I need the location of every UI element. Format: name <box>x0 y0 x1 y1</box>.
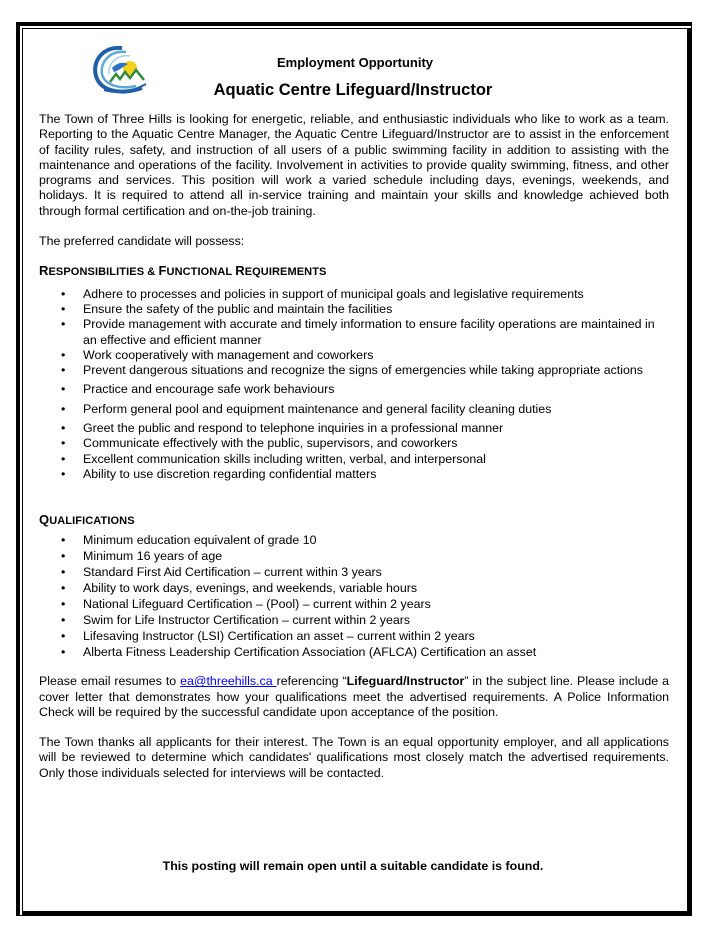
responsibilities-list <box>39 287 669 483</box>
bullet-icon: • <box>61 451 66 466</box>
bullet-icon: • <box>61 436 66 451</box>
list-item: • Minimum education equivalent of grade 10 <box>61 532 317 547</box>
list-item: • Ensure the safety of the public and maintain the facilities <box>61 301 393 316</box>
qualifications-list <box>39 532 669 661</box>
preferred-candidate-line: The preferred candidate will possess: <box>39 234 245 249</box>
bullet-icon: • <box>61 564 66 579</box>
list-item: • Ability to work days, evenings, and weekends, variable hours <box>61 580 418 595</box>
bullet-icon: • <box>61 363 66 378</box>
bullet-icon: • <box>61 347 66 362</box>
email-link[interactable]: ea@threehills.ca <box>180 674 277 689</box>
page-title: Aquatic Centre Lifeguard/Instructor <box>213 81 493 99</box>
bullet-icon: • <box>61 532 66 547</box>
list-item: • Practice and encourage safe work behaviours <box>61 382 335 397</box>
header-kicker: Employment Opportunity <box>277 55 433 70</box>
list-item: • Provide management with accurate and timely information to ensure facility operations are maintained in an effective and efficient manner <box>61 317 655 347</box>
list-item: • Swim for Life Instructor Certification – current within 2 years <box>61 613 411 627</box>
bullet-icon: • <box>61 382 66 397</box>
bullet-icon: • <box>61 613 66 627</box>
bullet-icon: • <box>61 629 66 644</box>
list-item: • Greet the public and respond to telephone inquiries in a professional manner <box>61 421 504 436</box>
list-item: • Minimum 16 years of age <box>61 548 223 563</box>
bullet-icon: • <box>61 286 66 301</box>
list-item: • Communicate effectively with the public, supervisors, and coworkers <box>61 436 458 451</box>
list-item: • Excellent communication skills including written, verbal, and interpersonal <box>61 451 486 466</box>
list-item: • Standard First Aid Certification – current within 3 years <box>61 564 382 579</box>
closing-note: This posting will remain open until a suitable candidate is found. <box>162 859 544 873</box>
bullet-icon: • <box>61 421 66 436</box>
bullet-icon: • <box>61 580 66 595</box>
list-item: • National Lifeguard Certification – (Pool) – current within 2 years <box>61 596 431 611</box>
bullet-icon: • <box>61 401 66 416</box>
bullet-icon: • <box>61 596 66 611</box>
list-item: • Work cooperatively with management and coworkers <box>61 347 374 362</box>
intro-paragraph: The Town of Three Hills is looking for energetic, reliable, and enthusiastic individuals who like to work as a team. Reporting to the Aquatic Centre Manager, the Aquatic Centre Lifeguard/Instructor are to assist in the enforcement of facility rules, safety, and instruction of all users of a public swimming facility in addition to assisting with the maintenance and operations of the facility. Involvement in activities to provide quality swimming, fitness, and other programs and services. This position will work a varied schedule including days, evenings, weekends, and holidays. It is required to attend all in-service training and maintain your skills and knowledge achieved both through formal certification and on-the-job training. <box>39 112 669 218</box>
thanks-paragraph: The Town thanks all applicants for their interest. The Town is an equal opportunity employer, and all applications will be reviewed to determine which candidates' qualifications most closely match the advertised requirements. Only those individuals selected for interviews will be contacted. <box>39 735 669 780</box>
responsibilities-heading: RESPONSIBILITIES & FUNCTIONAL REQUIREMENTS <box>39 263 327 279</box>
bullet-icon: • <box>61 466 66 481</box>
bullet-icon: • <box>61 301 66 316</box>
bullet-icon: • <box>61 317 66 332</box>
list-item: • Alberta Fitness Leadership Certification Association (AFLCA) Certification an asset <box>61 645 537 660</box>
bullet-icon: • <box>61 645 66 660</box>
subject-line: Lifeguard/Instructor <box>346 674 465 689</box>
list-item: • Lifesaving Instructor (LSI) Certification an asset – current within 2 years <box>61 629 475 644</box>
application-instructions: Please email resumes to ea@threehills.ca referencing “Lifeguard/Instructor” in the subject line. Please include a cover letter that demonstrates how your qualifications meet the advertised requirements. A Police Information Check will be required by the successful candidate upon acceptance of the position. <box>39 674 669 719</box>
list-item: • Prevent dangerous situations and recognize the signs of emergencies while taking appropriate actions <box>61 363 643 378</box>
qualifications-heading: QUALIFICATIONS <box>39 512 135 528</box>
bullet-icon: • <box>61 548 66 563</box>
list-item: • Ability to use discretion regarding confidential matters <box>61 466 377 481</box>
list-item: • Perform general pool and equipment maintenance and general facility cleaning duties <box>61 401 552 416</box>
document-body <box>39 112 669 781</box>
list-item: • Adhere to processes and policies in support of municipal goals and legislative requirements <box>61 286 584 301</box>
